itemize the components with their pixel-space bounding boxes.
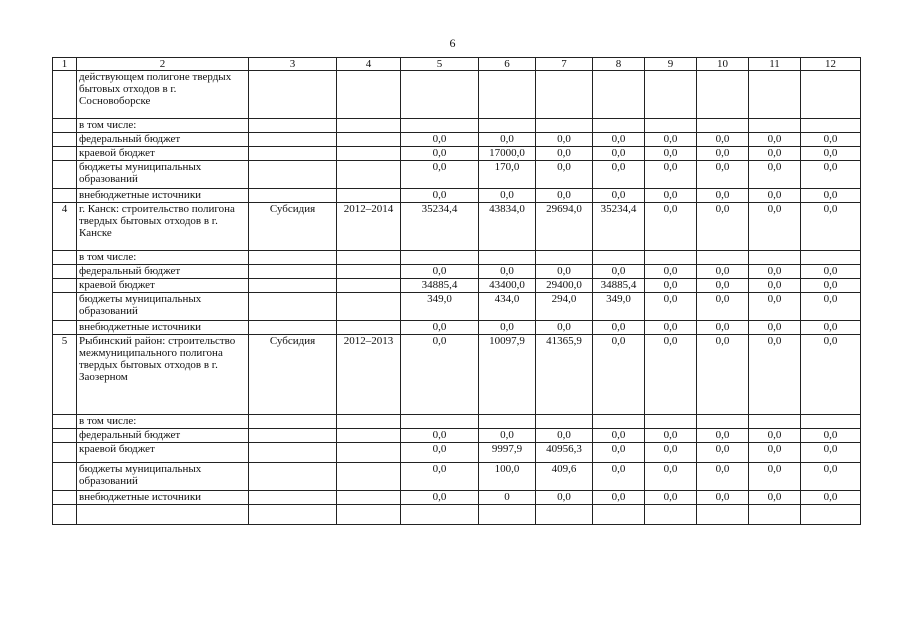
description-cell: г. Канск: строительство полигона твердых бытовых отходов в г. Канске <box>77 203 249 251</box>
value-cell-col-11: 0,0 <box>749 133 801 147</box>
value-cell-col-7: 0,0 <box>536 491 593 505</box>
value-cell-col-12: 0,0 <box>801 429 861 443</box>
table-row <box>53 71 861 119</box>
row-number-cell <box>53 293 77 321</box>
value-cell-col-5: 349,0 <box>401 293 479 321</box>
value-cell-col-12: 0,0 <box>801 443 861 463</box>
value-cell-col-11: 0,0 <box>749 265 801 279</box>
column-header-11: 11 <box>749 58 801 71</box>
description-cell: краевой бюджет <box>77 443 249 463</box>
value-cell-col-12: 0,0 <box>801 321 861 335</box>
table-row <box>53 463 861 491</box>
description-cell: федеральный бюджет <box>77 133 249 147</box>
value-cell-col-12: 0,0 <box>801 265 861 279</box>
description-cell: в том числе: <box>77 119 249 133</box>
period-cell <box>337 119 401 133</box>
value-cell-col-12 <box>801 505 861 525</box>
value-cell-col-8 <box>593 505 645 525</box>
value-cell-col-5: 35234,4 <box>401 203 479 251</box>
value-cell-col-11: 0,0 <box>749 279 801 293</box>
description-cell: Рыбинский район: строительство межмуниципального полигона твердых бытовых отходов в г. Заозерном <box>77 335 249 415</box>
funding-type-cell <box>249 119 337 133</box>
value-cell-col-11 <box>749 505 801 525</box>
description-cell: внебюджетные источники <box>77 189 249 203</box>
table-row <box>53 189 861 203</box>
value-cell-col-5 <box>401 415 479 429</box>
value-cell-col-11: 0,0 <box>749 321 801 335</box>
value-cell-col-8: 0,0 <box>593 161 645 189</box>
value-cell-col-5 <box>401 71 479 119</box>
row-number-cell <box>53 189 77 203</box>
funding-type-cell: Субсидия <box>249 335 337 415</box>
value-cell-col-6: 434,0 <box>479 293 536 321</box>
value-cell-col-7 <box>536 119 593 133</box>
value-cell-col-9: 0,0 <box>645 133 697 147</box>
row-number-cell <box>53 251 77 265</box>
value-cell-col-8: 0,0 <box>593 189 645 203</box>
row-number-cell <box>53 463 77 491</box>
value-cell-col-11: 0,0 <box>749 335 801 415</box>
value-cell-col-9 <box>645 119 697 133</box>
value-cell-col-6: 0,0 <box>479 189 536 203</box>
row-number-cell <box>53 415 77 429</box>
period-cell <box>337 429 401 443</box>
table-row <box>53 415 861 429</box>
value-cell-col-10 <box>697 251 749 265</box>
value-cell-col-11 <box>749 251 801 265</box>
value-cell-col-6: 17000,0 <box>479 147 536 161</box>
description-cell: федеральный бюджет <box>77 429 249 443</box>
value-cell-col-5 <box>401 119 479 133</box>
value-cell-col-10: 0,0 <box>697 279 749 293</box>
value-cell-col-7: 0,0 <box>536 321 593 335</box>
value-cell-col-9 <box>645 505 697 525</box>
value-cell-col-12: 0,0 <box>801 491 861 505</box>
value-cell-col-7: 0,0 <box>536 189 593 203</box>
value-cell-col-7: 41365,9 <box>536 335 593 415</box>
value-cell-col-11: 0,0 <box>749 463 801 491</box>
value-cell-col-6: 0,0 <box>479 265 536 279</box>
description-cell: федеральный бюджет <box>77 265 249 279</box>
value-cell-col-10: 0,0 <box>697 321 749 335</box>
value-cell-col-6: 0 <box>479 491 536 505</box>
description-cell: внебюджетные источники <box>77 321 249 335</box>
table-row <box>53 133 861 147</box>
value-cell-col-9: 0,0 <box>645 463 697 491</box>
funding-type-cell <box>249 491 337 505</box>
value-cell-col-8: 35234,4 <box>593 203 645 251</box>
funding-type-cell <box>249 505 337 525</box>
value-cell-col-10: 0,0 <box>697 491 749 505</box>
value-cell-col-7 <box>536 415 593 429</box>
value-cell-col-6 <box>479 505 536 525</box>
value-cell-col-8 <box>593 71 645 119</box>
value-cell-col-7: 409,6 <box>536 463 593 491</box>
value-cell-col-12: 0,0 <box>801 293 861 321</box>
description-cell: краевой бюджет <box>77 279 249 293</box>
row-number-cell <box>53 491 77 505</box>
period-cell <box>337 251 401 265</box>
value-cell-col-8: 0,0 <box>593 463 645 491</box>
value-cell-col-10: 0,0 <box>697 189 749 203</box>
value-cell-col-10: 0,0 <box>697 203 749 251</box>
value-cell-col-7 <box>536 251 593 265</box>
value-cell-col-6: 0,0 <box>479 321 536 335</box>
value-cell-col-12 <box>801 251 861 265</box>
period-cell <box>337 279 401 293</box>
value-cell-col-9: 0,0 <box>645 279 697 293</box>
value-cell-col-6: 43834,0 <box>479 203 536 251</box>
value-cell-col-12 <box>801 119 861 133</box>
value-cell-col-11 <box>749 415 801 429</box>
value-cell-col-12: 0,0 <box>801 335 861 415</box>
table-row <box>53 321 861 335</box>
value-cell-col-10 <box>697 505 749 525</box>
row-number-cell <box>53 321 77 335</box>
value-cell-col-5 <box>401 251 479 265</box>
value-cell-col-9: 0,0 <box>645 189 697 203</box>
value-cell-col-7 <box>536 71 593 119</box>
period-cell <box>337 293 401 321</box>
period-cell <box>337 189 401 203</box>
value-cell-col-8: 349,0 <box>593 293 645 321</box>
table-row <box>53 335 861 415</box>
value-cell-col-5: 0,0 <box>401 429 479 443</box>
row-number-cell: 4 <box>53 203 77 251</box>
description-cell: краевой бюджет <box>77 147 249 161</box>
value-cell-col-11: 0,0 <box>749 443 801 463</box>
value-cell-col-12: 0,0 <box>801 279 861 293</box>
value-cell-col-9: 0,0 <box>645 429 697 443</box>
value-cell-col-10: 0,0 <box>697 429 749 443</box>
value-cell-col-12: 0,0 <box>801 147 861 161</box>
value-cell-col-9: 0,0 <box>645 161 697 189</box>
value-cell-col-5: 0,0 <box>401 265 479 279</box>
row-number-cell: 5 <box>53 335 77 415</box>
description-cell: бюджеты муниципальных образований <box>77 463 249 491</box>
value-cell-col-9: 0,0 <box>645 335 697 415</box>
value-cell-col-9: 0,0 <box>645 443 697 463</box>
value-cell-col-5: 34885,4 <box>401 279 479 293</box>
row-number-cell <box>53 133 77 147</box>
value-cell-col-5: 0,0 <box>401 463 479 491</box>
value-cell-col-5: 0,0 <box>401 161 479 189</box>
row-number-cell <box>53 147 77 161</box>
description-cell: действующем полигоне твердых бытовых отходов в г. Сосновоборске <box>77 71 249 119</box>
funding-type-cell <box>249 251 337 265</box>
description-cell: внебюджетные источники <box>77 491 249 505</box>
column-header-1: 1 <box>53 58 77 71</box>
value-cell-col-11: 0,0 <box>749 293 801 321</box>
period-cell <box>337 161 401 189</box>
value-cell-col-12 <box>801 415 861 429</box>
period-cell: 2012–2014 <box>337 203 401 251</box>
value-cell-col-11: 0,0 <box>749 429 801 443</box>
description-cell: бюджеты муниципальных образований <box>77 293 249 321</box>
table-row <box>53 147 861 161</box>
value-cell-col-7: 40956,3 <box>536 443 593 463</box>
page-number: 6 <box>449 36 456 50</box>
column-header-3: 3 <box>249 58 337 71</box>
table-row <box>53 251 861 265</box>
value-cell-col-10: 0,0 <box>697 265 749 279</box>
row-number-cell <box>53 505 77 525</box>
value-cell-col-8: 0,0 <box>593 491 645 505</box>
description-cell: бюджеты муниципальных образований <box>77 161 249 189</box>
value-cell-col-7: 0,0 <box>536 147 593 161</box>
value-cell-col-6: 100,0 <box>479 463 536 491</box>
row-number-cell <box>53 279 77 293</box>
value-cell-col-5 <box>401 505 479 525</box>
value-cell-col-10: 0,0 <box>697 133 749 147</box>
column-header-7: 7 <box>536 58 593 71</box>
funding-type-cell <box>249 321 337 335</box>
column-header-9: 9 <box>645 58 697 71</box>
value-cell-col-9: 0,0 <box>645 491 697 505</box>
value-cell-col-7: 0,0 <box>536 133 593 147</box>
value-cell-col-6: 43400,0 <box>479 279 536 293</box>
value-cell-col-6: 170,0 <box>479 161 536 189</box>
value-cell-col-9: 0,0 <box>645 147 697 161</box>
value-cell-col-10: 0,0 <box>697 293 749 321</box>
value-cell-col-6: 0,0 <box>479 429 536 443</box>
row-number-cell <box>53 429 77 443</box>
value-cell-col-5: 0,0 <box>401 491 479 505</box>
funding-type-cell <box>249 133 337 147</box>
value-cell-col-8 <box>593 119 645 133</box>
row-number-cell <box>53 119 77 133</box>
value-cell-col-6 <box>479 415 536 429</box>
table-row <box>53 119 861 133</box>
column-header-4: 4 <box>337 58 401 71</box>
value-cell-col-11: 0,0 <box>749 161 801 189</box>
table-row <box>53 161 861 189</box>
funding-type-cell <box>249 279 337 293</box>
value-cell-col-11: 0,0 <box>749 203 801 251</box>
row-number-cell <box>53 161 77 189</box>
value-cell-col-5: 0,0 <box>401 443 479 463</box>
value-cell-col-8: 0,0 <box>593 443 645 463</box>
funding-type-cell: Субсидия <box>249 203 337 251</box>
value-cell-col-11 <box>749 71 801 119</box>
value-cell-col-9: 0,0 <box>645 265 697 279</box>
funding-type-cell <box>249 161 337 189</box>
table-row <box>53 505 861 525</box>
period-cell <box>337 265 401 279</box>
value-cell-col-6: 10097,9 <box>479 335 536 415</box>
value-cell-col-8: 0,0 <box>593 265 645 279</box>
value-cell-col-8: 0,0 <box>593 429 645 443</box>
period-cell: 2012–2013 <box>337 335 401 415</box>
period-cell <box>337 491 401 505</box>
funding-type-cell <box>249 429 337 443</box>
value-cell-col-11: 0,0 <box>749 491 801 505</box>
value-cell-col-7: 294,0 <box>536 293 593 321</box>
value-cell-col-11: 0,0 <box>749 147 801 161</box>
funding-type-cell <box>249 147 337 161</box>
column-header-8: 8 <box>593 58 645 71</box>
value-cell-col-7: 0,0 <box>536 429 593 443</box>
value-cell-col-6: 9997,9 <box>479 443 536 463</box>
funding-type-cell <box>249 189 337 203</box>
value-cell-col-8: 0,0 <box>593 147 645 161</box>
value-cell-col-8: 0,0 <box>593 133 645 147</box>
column-header-6: 6 <box>479 58 536 71</box>
value-cell-col-9: 0,0 <box>645 321 697 335</box>
value-cell-col-7: 29694,0 <box>536 203 593 251</box>
row-number-cell <box>53 71 77 119</box>
value-cell-col-10: 0,0 <box>697 335 749 415</box>
value-cell-col-11: 0,0 <box>749 189 801 203</box>
value-cell-col-10: 0,0 <box>697 443 749 463</box>
row-number-cell <box>53 443 77 463</box>
value-cell-col-12 <box>801 71 861 119</box>
value-cell-col-5: 0,0 <box>401 189 479 203</box>
funding-type-cell <box>249 443 337 463</box>
table-row <box>53 443 861 463</box>
value-cell-col-9: 0,0 <box>645 203 697 251</box>
value-cell-col-10: 0,0 <box>697 161 749 189</box>
period-cell <box>337 133 401 147</box>
row-number-cell <box>53 265 77 279</box>
period-cell <box>337 463 401 491</box>
funding-type-cell <box>249 293 337 321</box>
value-cell-col-6 <box>479 119 536 133</box>
value-cell-col-6 <box>479 71 536 119</box>
value-cell-col-8: 0,0 <box>593 335 645 415</box>
value-cell-col-7: 29400,0 <box>536 279 593 293</box>
value-cell-col-10 <box>697 119 749 133</box>
value-cell-col-8: 34885,4 <box>593 279 645 293</box>
header-row <box>53 58 861 71</box>
value-cell-col-5: 0,0 <box>401 133 479 147</box>
value-cell-col-10 <box>697 415 749 429</box>
column-header-12: 12 <box>801 58 861 71</box>
value-cell-col-12: 0,0 <box>801 133 861 147</box>
funding-type-cell <box>249 463 337 491</box>
value-cell-col-9 <box>645 415 697 429</box>
description-cell <box>77 505 249 525</box>
value-cell-col-12: 0,0 <box>801 203 861 251</box>
column-header-2: 2 <box>77 58 249 71</box>
period-cell <box>337 71 401 119</box>
period-cell <box>337 415 401 429</box>
budget-table <box>52 57 861 525</box>
value-cell-col-12: 0,0 <box>801 463 861 491</box>
period-cell <box>337 443 401 463</box>
column-header-10: 10 <box>697 58 749 71</box>
table-row <box>53 491 861 505</box>
value-cell-col-5: 0,0 <box>401 147 479 161</box>
table-body <box>53 58 861 525</box>
funding-type-cell <box>249 265 337 279</box>
description-cell: в том числе: <box>77 415 249 429</box>
table-row <box>53 293 861 321</box>
value-cell-col-12: 0,0 <box>801 189 861 203</box>
value-cell-col-10: 0,0 <box>697 147 749 161</box>
value-cell-col-10: 0,0 <box>697 463 749 491</box>
table-row <box>53 203 861 251</box>
value-cell-col-10 <box>697 71 749 119</box>
value-cell-col-7 <box>536 505 593 525</box>
value-cell-col-6 <box>479 251 536 265</box>
value-cell-col-7: 0,0 <box>536 161 593 189</box>
table-row <box>53 279 861 293</box>
funding-type-cell <box>249 71 337 119</box>
period-cell <box>337 321 401 335</box>
period-cell <box>337 147 401 161</box>
value-cell-col-12: 0,0 <box>801 161 861 189</box>
column-header-5: 5 <box>401 58 479 71</box>
funding-type-cell <box>249 415 337 429</box>
value-cell-col-8: 0,0 <box>593 321 645 335</box>
value-cell-col-7: 0,0 <box>536 265 593 279</box>
value-cell-col-9 <box>645 71 697 119</box>
description-cell: в том числе: <box>77 251 249 265</box>
value-cell-col-9 <box>645 251 697 265</box>
value-cell-col-5: 0,0 <box>401 321 479 335</box>
table-row <box>53 429 861 443</box>
period-cell <box>337 505 401 525</box>
value-cell-col-8 <box>593 251 645 265</box>
table-row <box>53 265 861 279</box>
value-cell-col-5: 0,0 <box>401 335 479 415</box>
value-cell-col-11 <box>749 119 801 133</box>
value-cell-col-9: 0,0 <box>645 293 697 321</box>
value-cell-col-8 <box>593 415 645 429</box>
value-cell-col-6: 0,0 <box>479 133 536 147</box>
